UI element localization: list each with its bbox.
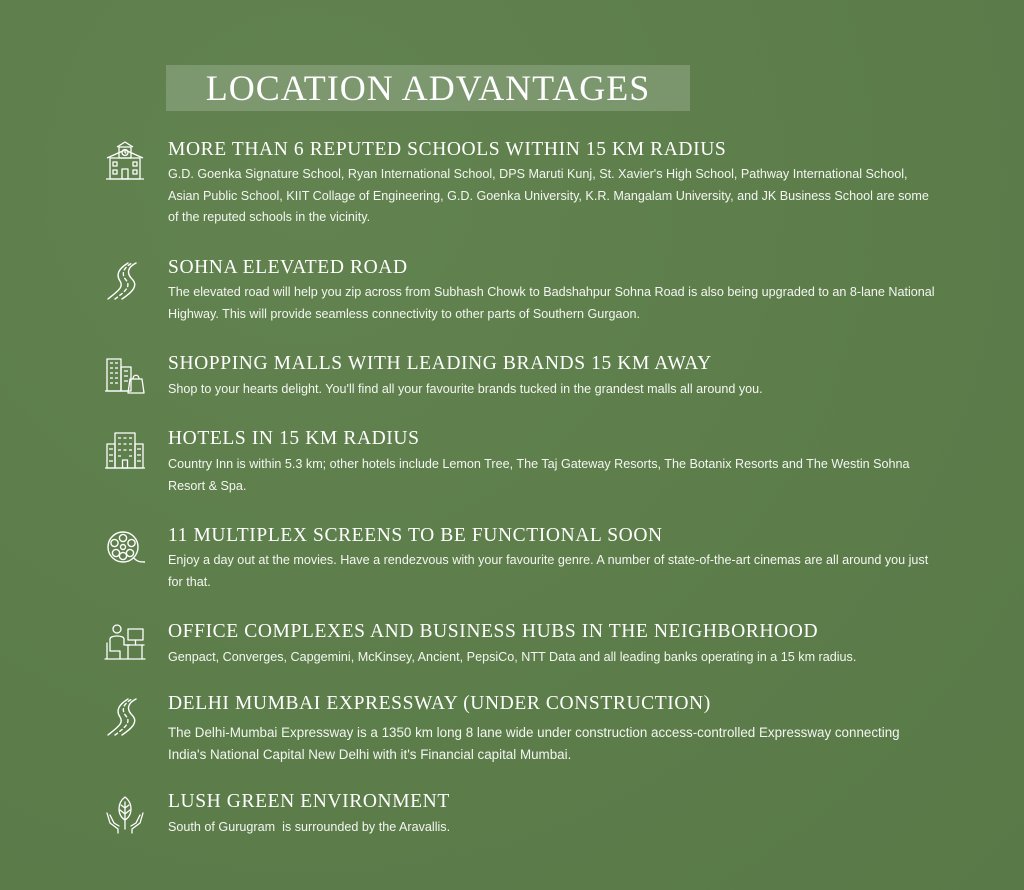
advantage-office-complexes [104,621,944,667]
advantage-description: G.D. Goenka Signature School, Ryan International School, DPS Maruti Kunj, St. Xavier's High School, Pathway International School, Asian Public School, KIIT Collage of Engineering, G.D. Goenka University, K.R. Mangalam University, and JK Business School are some of the reputed schools in the vicinity. [168,167,929,224]
office-desk-icon [104,621,146,663]
advantage-green-environment [104,791,944,839]
film-reel-icon [104,527,146,569]
advantage-expressway [104,693,944,765]
advantage-heading: SOHNA ELEVATED ROAD [168,257,408,278]
advantage-sohna-road [104,257,944,323]
advantage-description: Genpact, Converges, Capgemini, McKinsey, Ancient, PepsiCo, NTT Data and all leading banks operating in a 15 km radius. [168,650,857,664]
advantage-hotels [104,428,944,494]
advantage-heading: OFFICE COMPLEXES AND BUSINESS HUBS IN THE NEIGHBORHOOD [168,621,819,642]
advantage-heading: HOTELS IN 15 KM RADIUS [168,428,420,449]
page-title: LOCATION ADVANTAGES [205,68,651,108]
road-icon [104,259,146,301]
advantage-heading: MORE THAN 6 REPUTED SCHOOLS WITHIN 15 KM RADIUS [168,139,727,160]
advantage-description: Shop to your hearts delight. You'll find all your favourite brands tucked in the grandest malls all around you. [168,382,763,396]
advantage-description: Country Inn is within 5.3 km; other hotels include Lemon Tree, The Taj Gateway Resorts, The Botanix Resorts and The Westin Sohna Resort & Spa. [168,457,910,493]
advantage-description: Enjoy a day out at the movies. Have a rendezvous with your favourite genre. A number of state-of-the-art cinemas are all around you just for that. [168,553,929,589]
leaf-hands-icon [104,793,146,835]
advantage-description: South of Gurugram is surrounded by the Aravallis. [168,820,451,834]
advantage-shopping-malls [104,353,944,399]
road-icon [104,695,146,737]
advantage-heading: DELHI MUMBAI EXPRESSWAY (UNDER CONSTRUCTION) [168,693,711,714]
advantage-heading: SHOPPING MALLS WITH LEADING BRANDS 15 KM AWAY [168,353,712,374]
hotel-icon [104,430,146,472]
advantage-description: The Delhi-Mumbai Expressway is a 1350 km long 8 lane wide under construction access-controlled Expressway connecting India's National Capital New Delhi with it's Financial capital Mumbai. [168,725,900,762]
school-icon [104,141,146,183]
advantage-heading: 11 MULTIPLEX SCREENS TO BE FUNCTIONAL SOON [168,525,663,546]
advantage-multiplex [104,525,944,593]
advantage-schools [104,139,944,229]
advantage-heading: LUSH GREEN ENVIRONMENT [168,791,450,812]
title-banner [166,65,690,111]
advantage-description: The elevated road will help you zip across from Subhash Chowk to Badshahpur Sohna Road is also being upgraded to an 8-lane National Highway. This will provide seamless connectivity to other parts of Southern Gurgaon. [168,285,935,321]
shopping-mall-icon [104,353,146,395]
